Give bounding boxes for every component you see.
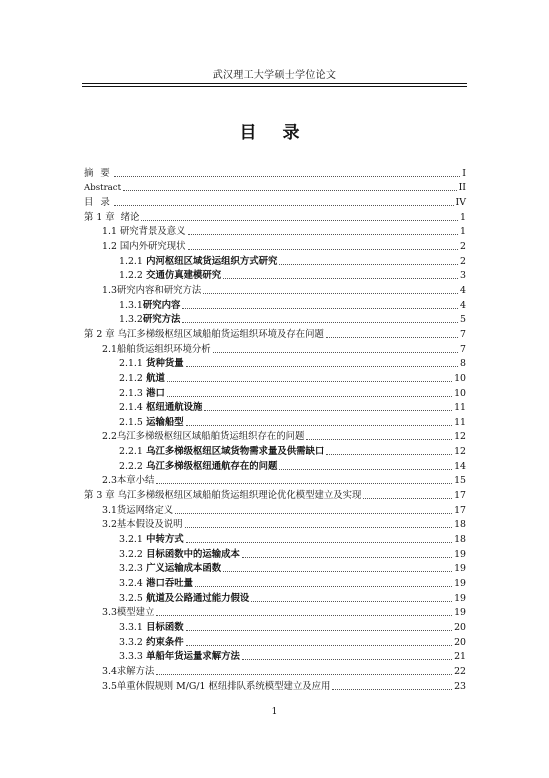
dot-leader <box>188 249 459 250</box>
dot-leader <box>123 190 457 191</box>
toc-entry-number: 第 2 章 <box>84 328 115 340</box>
toc-entry[interactable] <box>84 253 466 268</box>
dot-leader <box>182 322 458 323</box>
toc-entry-number: 2.2.2 <box>119 460 143 472</box>
toc-entry-page: 19 <box>454 607 466 619</box>
toc-entry-number: 2.1.4 <box>119 402 143 414</box>
dot-leader <box>188 234 459 235</box>
toc-entry-text: 乌江多梯级枢纽区域货物需求量及供需缺口 <box>142 446 325 458</box>
toc-entry-label <box>119 417 184 429</box>
dot-leader <box>141 220 458 221</box>
toc-entry-label <box>102 431 304 443</box>
toc-entry-label <box>119 563 221 575</box>
dot-leader <box>204 410 452 411</box>
toc-entry-number: 3.2 <box>102 519 117 531</box>
toc-entry-number: 2.2.1 <box>119 446 143 458</box>
toc-entry-number: 3.2.2 <box>119 548 143 560</box>
dot-leader <box>203 293 458 294</box>
toc-entry-text: 研究方法 <box>142 314 181 326</box>
dot-leader <box>251 601 452 602</box>
toc-entry[interactable] <box>84 531 466 546</box>
toc-entry-page: 19 <box>454 578 466 590</box>
toc-entry-page: 15 <box>454 475 466 487</box>
toc-entry-label <box>102 285 201 297</box>
toc-entry-page: 19 <box>454 548 466 560</box>
toc-entry-number: 1.3.2 <box>119 314 143 326</box>
page-title: 目 录 <box>239 123 310 143</box>
toc-entry-text: 模型建立 <box>116 607 155 619</box>
toc-entry-text: 目 录 <box>84 196 112 208</box>
toc-entry-label <box>119 270 221 282</box>
dot-leader <box>182 308 458 309</box>
toc-entry-label <box>102 344 211 356</box>
toc-entry-label <box>84 490 361 502</box>
toc-entry[interactable] <box>84 590 466 605</box>
toc-entry-number: 第 3 章 <box>84 490 115 502</box>
toc-entry[interactable] <box>84 649 466 664</box>
toc-entry[interactable] <box>84 165 466 180</box>
toc-entry-text: 目标函数中的运输成本 <box>142 548 240 560</box>
toc-entry[interactable] <box>84 473 466 488</box>
toc-entry-text: 广义运输成本函数 <box>142 563 222 575</box>
toc-entry-page: 22 <box>454 665 466 677</box>
toc-entry-label <box>102 475 154 487</box>
toc-entry-page: 17 <box>454 504 466 516</box>
toc-entry-page: II <box>458 182 466 194</box>
toc-entry[interactable] <box>84 517 466 532</box>
toc-entry-page: 20 <box>454 636 466 648</box>
toc-entry[interactable] <box>84 575 466 590</box>
toc-entry-number: 1.2 <box>102 240 117 252</box>
toc-entry-number: 1.3 <box>102 284 117 296</box>
dot-leader <box>195 586 452 587</box>
toc-entry-page: 19 <box>454 563 466 575</box>
toc-entry-text: 货运网络定义 <box>116 504 174 516</box>
toc-entry-text: 目标函数 <box>142 622 184 633</box>
toc-entry[interactable] <box>84 297 466 312</box>
dot-leader <box>326 337 458 338</box>
toc-entry-number: 3.2.3 <box>119 563 143 575</box>
toc-entry-label <box>119 622 184 634</box>
toc-entry[interactable] <box>84 238 466 253</box>
dot-leader <box>213 352 458 353</box>
toc-entry-page: 7 <box>460 328 466 340</box>
toc-entry-page: 11 <box>454 416 466 428</box>
toc-entry-page: 18 <box>454 534 466 546</box>
toc-entry[interactable] <box>84 370 466 385</box>
toc-entry-label <box>119 651 240 663</box>
toc-entry[interactable] <box>84 663 466 678</box>
toc-entry-page: 2 <box>460 255 466 267</box>
toc-entry-label <box>119 402 202 414</box>
toc-entry-label <box>102 241 186 253</box>
toc-entry-text: 国内外研究现状 <box>116 240 186 252</box>
toc-entry-text: 乌江多梯级枢纽通航存在的问题 <box>142 460 278 472</box>
toc-entry[interactable] <box>84 268 466 283</box>
dot-leader <box>223 278 458 279</box>
toc-entry-page: I <box>462 167 466 179</box>
toc-entry-number: 3.3.1 <box>119 622 143 633</box>
toc-entry-page: 4 <box>460 284 466 296</box>
toc-entry-text: 航道 <box>142 372 165 384</box>
dot-leader <box>156 483 452 484</box>
toc-entry-page: 11 <box>454 402 466 414</box>
toc-entry-label <box>119 256 277 268</box>
toc-entry-text: 港口 <box>142 387 165 399</box>
toc-entry-label <box>119 388 165 400</box>
toc-entry-page: 19 <box>454 592 466 604</box>
toc-entry[interactable] <box>84 634 466 649</box>
dot-leader <box>242 659 452 660</box>
header-rule-thin <box>82 86 467 87</box>
toc-entry-text: 研究背景及意义 <box>116 226 186 238</box>
toc-entry-number: 2.1.5 <box>119 416 143 428</box>
toc-entry-number: 2.3 <box>102 475 117 487</box>
toc-entry[interactable] <box>84 385 466 400</box>
toc-entry-label <box>119 300 180 312</box>
toc-entry-label <box>102 519 183 531</box>
toc-entry-label <box>102 607 154 619</box>
dot-leader <box>279 264 458 265</box>
dot-leader <box>114 205 454 206</box>
toc-entry-text: 乌江多梯级枢纽区域船舶货运组织理论优化模型建立及实现 <box>114 490 362 502</box>
table-of-contents <box>84 165 466 693</box>
toc-entry-text: 航道及公路通过能力假设 <box>142 592 250 604</box>
toc-entry-text: 乌江多梯级枢纽区域船舶货运组织存在的问题 <box>116 431 305 443</box>
toc-entry-label <box>102 681 330 693</box>
toc-entry[interactable] <box>84 326 466 341</box>
toc-entry-page: 5 <box>460 314 466 326</box>
dot-leader <box>114 176 461 177</box>
toc-entry-page: 10 <box>454 372 466 384</box>
dot-leader <box>167 381 452 382</box>
toc-entry-page: 23 <box>454 680 466 692</box>
toc-entry-text: 内河枢纽区域货运组织方式研究 <box>142 255 278 267</box>
toc-entry-page: 12 <box>454 431 466 443</box>
toc-entry[interactable] <box>84 458 466 473</box>
toc-entry-label <box>84 197 112 209</box>
toc-entry-label <box>119 534 184 546</box>
dot-leader <box>186 645 452 646</box>
running-header: 武汉理工大学硕士学位论文 <box>212 70 337 81</box>
toc-entry-page: IV <box>455 196 466 208</box>
toc-entry-number: 1.1 <box>102 226 117 238</box>
toc-entry-page: 8 <box>460 358 466 370</box>
toc-entry-number: 2.1.3 <box>119 387 143 399</box>
toc-entry-number: 3.2.5 <box>119 592 143 604</box>
toc-entry[interactable] <box>84 443 466 458</box>
toc-entry-number: 3.3 <box>102 607 117 619</box>
toc-entry-text: 绪论 <box>114 211 140 223</box>
toc-entry-number: 3.3.2 <box>119 636 143 648</box>
toc-entry-text: 交通仿真建模研究 <box>142 270 222 282</box>
toc-entry-text: 基本假设及说明 <box>116 519 183 531</box>
toc-entry[interactable] <box>84 312 466 327</box>
toc-entry[interactable] <box>84 561 466 576</box>
toc-entry[interactable] <box>84 356 466 371</box>
toc-entry-text: 中转方式 <box>142 534 184 546</box>
toc-entry[interactable] <box>84 282 466 297</box>
toc-entry-text: 约束条件 <box>142 636 184 648</box>
toc-entry-number: 1.2.2 <box>119 270 143 282</box>
toc-entry-number: 2.1.1 <box>119 358 143 370</box>
toc-entry-page: 4 <box>460 299 466 311</box>
dot-leader <box>175 513 452 514</box>
dot-leader <box>363 498 452 499</box>
toc-entry-page: 1 <box>460 226 466 238</box>
toc-entry-text: 乌江多梯级枢纽区域船舶货运组织环境及存在问题 <box>114 328 324 340</box>
toc-entry[interactable] <box>84 678 466 693</box>
toc-entry-number: 3.1 <box>102 504 117 516</box>
toc-entry-page: 3 <box>460 270 466 282</box>
toc-entry-page: 12 <box>454 446 466 458</box>
toc-entry-label <box>84 182 121 194</box>
toc-entry-page: 18 <box>454 519 466 531</box>
toc-entry[interactable] <box>84 224 466 239</box>
toc-entry-label <box>119 446 324 458</box>
toc-entry-page: 21 <box>454 651 466 663</box>
toc-entry-number: 3.2.1 <box>119 534 143 546</box>
toc-entry-number: 2.1.2 <box>119 372 143 384</box>
toc-entry-number: 3.2.4 <box>119 578 143 590</box>
toc-entry-label <box>102 505 173 517</box>
toc-entry[interactable] <box>84 341 466 356</box>
toc-entry-text: 港口吞吐量 <box>142 578 193 590</box>
toc-entry-text: 运输船型 <box>142 416 184 428</box>
toc-entry-label <box>102 666 154 678</box>
toc-entry-label <box>119 358 184 370</box>
toc-entry-label <box>102 226 186 238</box>
toc-entry-label <box>84 329 324 341</box>
toc-entry-text: 摘 要 <box>84 167 112 179</box>
toc-entry-number: 3.3.3 <box>119 651 143 663</box>
toc-entry-label <box>84 212 139 224</box>
toc-entry-label <box>119 314 180 326</box>
toc-entry-label <box>119 373 165 385</box>
dot-leader <box>279 469 452 470</box>
toc-entry-number: 1.3.1 <box>119 299 143 311</box>
toc-entry[interactable] <box>84 605 466 620</box>
toc-entry-page: 2 <box>460 240 466 252</box>
toc-entry-label <box>119 637 184 649</box>
dot-leader <box>223 571 452 572</box>
toc-entry-text: 船舶货运组织环境分析 <box>116 343 211 355</box>
toc-entry-label <box>84 168 112 180</box>
toc-entry[interactable] <box>84 502 466 517</box>
toc-entry-page: 14 <box>454 460 466 472</box>
toc-entry-text: 研究内容 <box>142 299 181 311</box>
toc-entry-number: 3.4 <box>102 665 117 677</box>
dot-leader <box>185 527 453 528</box>
toc-entry[interactable] <box>84 487 466 502</box>
dot-leader <box>332 689 452 690</box>
toc-entry-label <box>119 549 240 561</box>
dot-leader <box>186 366 458 367</box>
dot-leader <box>156 615 452 616</box>
dot-leader <box>167 396 452 397</box>
toc-entry-page: 20 <box>454 622 466 633</box>
dot-leader <box>186 542 452 543</box>
toc-entry-text: 研究内容和研究方法 <box>116 284 202 296</box>
toc-entry-label <box>119 461 277 473</box>
toc-entry-page: 10 <box>454 387 466 399</box>
toc-entry[interactable] <box>84 546 466 561</box>
toc-entry-page: 7 <box>460 343 466 355</box>
dot-leader <box>156 674 452 675</box>
toc-entry[interactable] <box>84 429 466 444</box>
toc-entry-text: 单船年货运量求解方法 <box>142 651 240 663</box>
toc-entry-text: 货种货量 <box>142 358 184 370</box>
toc-entry-number: 2.1 <box>102 343 117 355</box>
toc-entry[interactable] <box>84 400 466 415</box>
toc-entry[interactable] <box>84 414 466 429</box>
toc-entry-number: 3.5 <box>102 680 117 692</box>
dot-leader <box>186 425 452 426</box>
toc-entry-text: Abstract <box>84 183 122 194</box>
toc-entry[interactable] <box>84 180 466 195</box>
toc-entry[interactable] <box>84 619 466 634</box>
dot-leader <box>326 454 452 455</box>
toc-entry-page: 17 <box>454 490 466 502</box>
toc-entry-page: 1 <box>460 211 466 223</box>
toc-entry-label <box>119 593 249 605</box>
header-rule <box>82 83 467 84</box>
toc-entry-text: 枢纽通航设施 <box>142 402 203 414</box>
toc-entry-number: 1.2.1 <box>119 255 143 267</box>
dot-leader <box>242 557 452 558</box>
toc-entry-text: 求解方法 <box>116 665 155 677</box>
toc-entry-number: 第 1 章 <box>84 211 115 223</box>
dot-leader <box>306 439 452 440</box>
toc-entry-label <box>119 578 193 590</box>
toc-entry-number: 2.2 <box>102 431 117 443</box>
toc-entry-text: 本章小结 <box>116 475 155 487</box>
toc-entry[interactable] <box>84 194 466 209</box>
toc-entry[interactable] <box>84 209 466 224</box>
toc-entry-text: 单重休假规则 M/G/1 枢纽排队系统模型建立及应用 <box>116 680 331 692</box>
page-number: 1 <box>271 707 278 717</box>
dot-leader <box>186 630 452 631</box>
